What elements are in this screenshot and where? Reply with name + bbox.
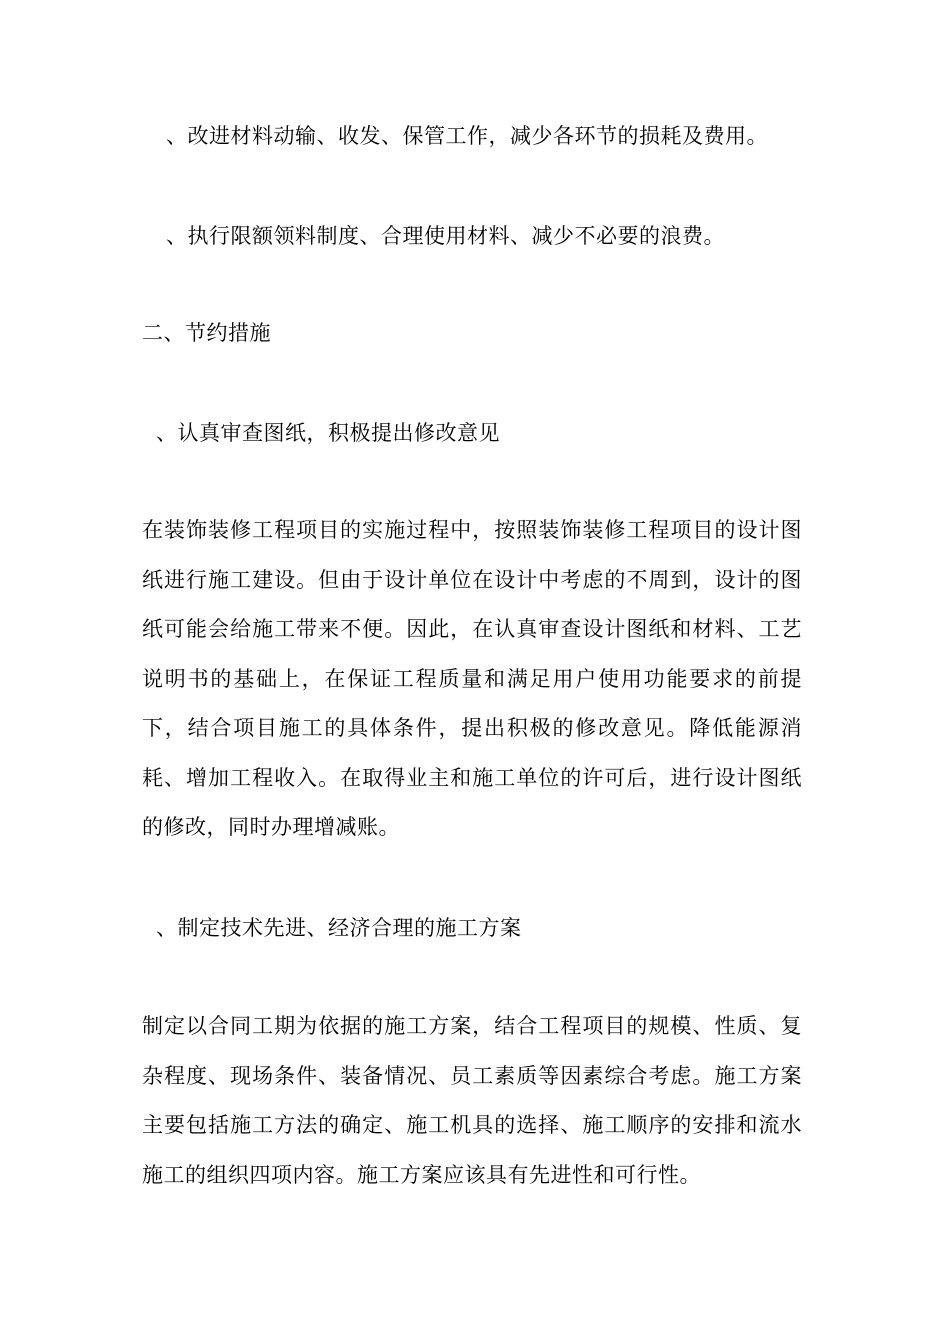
subsection-title: 、制定技术先进、经济合理的施工方案 — [156, 916, 522, 940]
section-heading: 二、节约措施 — [142, 321, 271, 345]
paragraph: 在装饰装修工程项目的实施过程中，按照装饰装修工程项目的设计图纸进行施工建设。但由于设计单位在设计中考虑的不周到，设计的图纸可能会给施工带来不便。因此，在认真审查设计图纸和材料、工艺说明书的基础上，在保证工程质量和满足用户使用功能要求的前提下，结合项目施工的具体条件，提出积极的修改意见。降低能源消耗、增加工程收入。在取得业主和施工单位的许可后，进行设计图纸的修改，同时办理增减账。 — [142, 518, 802, 839]
subsection-title: 、认真审查图纸，积极提出修改意见 — [156, 421, 500, 445]
paragraph: 制定以合同工期为依据的施工方案，结合工程项目的规模、性质、复杂程度、现场条件、装备情况、员工素质等因素综合考虑。施工方案主要包括施工方法的确定、施工机具的选择、施工顺序的安排和流水施工的组织四项内容。施工方案应该具有先进性和可行性。 — [142, 1014, 802, 1187]
list-item: 、改进材料动输、收发、保管工作，减少各环节的损耗及费用。 — [166, 124, 768, 148]
list-item: 、执行限额领料制度、合理使用材料、减少不必要的浪费。 — [166, 224, 725, 248]
